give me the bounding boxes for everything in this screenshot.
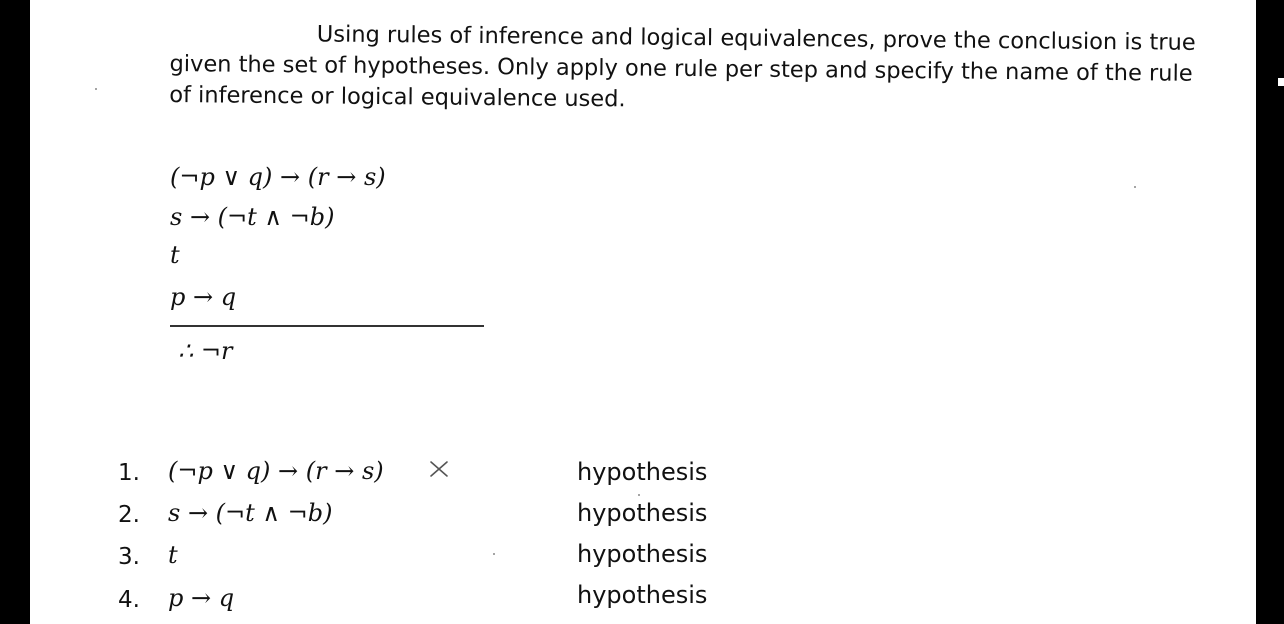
step-1-reason: hypothesis — [577, 458, 708, 486]
step-1-number: 1. — [118, 460, 140, 486]
premise-2: s → (¬t ∧ ¬b) — [170, 203, 335, 231]
scan-speck — [95, 88, 97, 90]
conclusion-divider — [170, 325, 484, 327]
instructions-line-2: given the set of hypotheses. Only apply one rule per step and specify the name of the rule — [169, 50, 1193, 87]
step-1-expression: (¬p ∨ q) → (r → s) — [168, 457, 384, 485]
premise-3: t — [170, 241, 180, 269]
step-4-expression: p → q — [168, 584, 235, 612]
scan-speck — [1134, 186, 1136, 188]
scan-left-edge — [0, 0, 30, 624]
premise-4: p → q — [170, 283, 237, 311]
step-3-reason: hypothesis — [577, 540, 708, 568]
step-3-expression: t — [168, 541, 178, 569]
conclusion: ∴ ¬r — [178, 337, 233, 365]
scan-right-edge — [1256, 0, 1284, 624]
step-4-reason: hypothesis — [577, 581, 708, 609]
step-2-number: 2. — [118, 502, 140, 528]
step-2-expression: s → (¬t ∧ ¬b) — [168, 499, 333, 527]
step-2-reason: hypothesis — [577, 499, 708, 527]
instructions-line-1: Using rules of inference and logical equivalences, prove the conclusion is true — [316, 21, 1196, 56]
instructions — [169, 18, 1240, 121]
instructions-line-3: of inference or logical equivalence used. — [169, 81, 626, 113]
scan-speck — [493, 553, 495, 555]
step-3-number: 3. — [118, 544, 140, 570]
scan-speck — [638, 494, 640, 496]
step-4-number: 4. — [118, 587, 140, 613]
scan-edge-notch — [1278, 78, 1284, 86]
premise-1: (¬p ∨ q) → (r → s) — [170, 163, 386, 191]
handwritten-x-mark — [428, 458, 450, 480]
